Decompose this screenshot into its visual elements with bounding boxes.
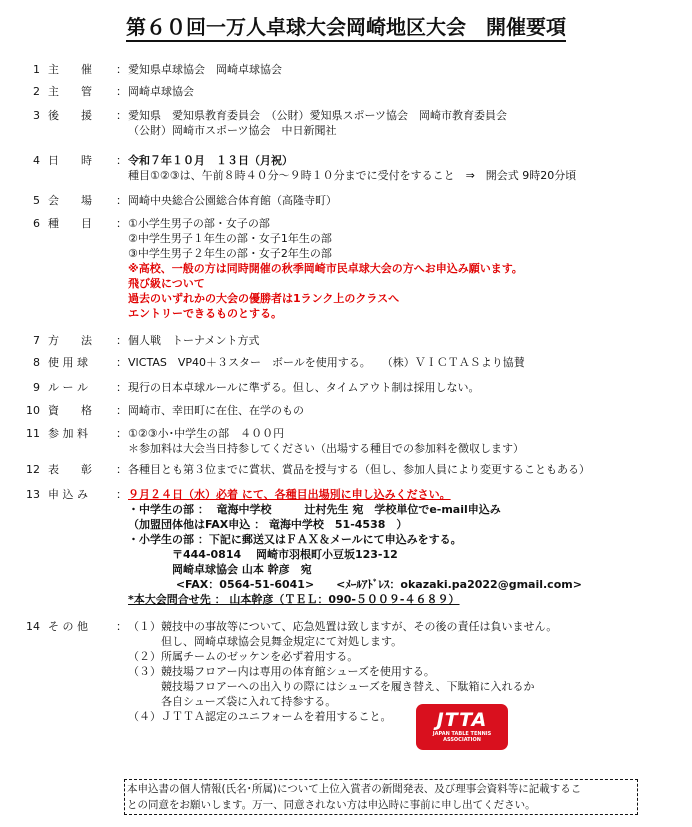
section-content <box>128 153 684 183</box>
section-line: 各自シューズ袋に入れて持参する。 <box>128 695 337 708</box>
section-line: （４）ＪＴＴＡ認定のユニフォームを着用すること。 <box>128 710 392 723</box>
section-label: 会 場 <box>48 194 92 207</box>
section-line: 但し、岡崎卓球協会見舞金規定にて対処します。 <box>128 635 403 648</box>
section-line: （３）競技場フロアー内は専用の体育館シューズを使用する。 <box>128 665 435 678</box>
section-line: ②中学生男子１年生の部・女子1年生の部 <box>128 232 332 245</box>
section-line: 現行の日本卓球ルールに準ずる。但し、タイムアウト制は採用しない。 <box>128 381 480 394</box>
jtta-logo: JTTA JAPAN TABLE TENNIS ASSOCIATION <box>416 704 508 750</box>
section-label: 申 込 み <box>48 488 88 501</box>
section-content <box>128 462 684 477</box>
section-content <box>128 108 684 138</box>
section-content <box>128 193 684 208</box>
section-colon: ： <box>116 194 127 207</box>
section-line: （公財）岡崎市スポーツ協会 中日新聞社 <box>128 124 337 137</box>
section-label: ル ー ル <box>48 381 88 394</box>
section-number: 13 <box>26 488 40 501</box>
section-label: 日 時 <box>48 154 92 167</box>
section-number: 7 <box>33 334 40 347</box>
section-number: 12 <box>26 463 40 476</box>
section-line: ①②③小･中学生の部 ４００円 <box>128 427 285 440</box>
section-line: 岡崎卓球協会 <box>128 85 194 98</box>
section-line: 各種目とも第３位までに賞状、賞品を授与する（但し、参加人員により変更することもある） <box>128 463 590 476</box>
section-colon: ： <box>116 488 127 501</box>
section-number: 3 <box>33 109 40 122</box>
section-number: 11 <box>26 427 40 440</box>
section-label: 主 催 <box>48 63 92 76</box>
section-colon: ： <box>116 154 127 167</box>
section-number: 10 <box>26 404 40 417</box>
section-line: 岡崎中央総合公園総合体育館（高隆寺町） <box>128 194 337 207</box>
section-red-line: エントリーできるものとする。 <box>128 307 282 320</box>
section-colon: ： <box>116 620 127 633</box>
section-label: 方 法 <box>48 334 92 347</box>
section-line: ＊参加料は大会当日持参してください（出場する種目での参加料を徴収します） <box>128 442 524 455</box>
section-colon: ： <box>116 334 127 347</box>
section-content <box>128 216 684 321</box>
section-number: 9 <box>33 381 40 394</box>
section-content <box>128 333 684 348</box>
section-number: 1 <box>33 63 40 76</box>
section-red-line: 過去のいずれかの大会の優勝者は1ランク上のクラスへ <box>128 292 400 305</box>
section-content <box>128 619 684 724</box>
section-red-line: ※高校、一般の方は同時開催の秋季岡崎市民卓球大会の方へお申込み願います。 <box>128 262 523 275</box>
section-label: 後 援 <box>48 109 92 122</box>
section-number: 6 <box>33 217 40 230</box>
section-colon: ： <box>116 427 127 440</box>
entry-line: <FAX：0564-51-6041> <ﾒｰﾙｱﾄﾞﾚｽ：okazaki.pa2022@gmail.com> <box>128 578 582 591</box>
section-number: 2 <box>33 85 40 98</box>
section-line: VICTAS VP40＋３スター ボールを使用する。 （株）ＶＩＣＴＡＳより協賛 <box>128 356 525 369</box>
section-colon: ： <box>116 356 127 369</box>
entry-line: ・小学生の部 ：下記に郵送又はＦＡＸ＆メールにて申込みをする。 <box>128 533 462 546</box>
section-line: 愛知県卓球協会 岡崎卓球協会 <box>128 63 282 76</box>
section-number: 5 <box>33 194 40 207</box>
entry-line: 〒444-0814 岡崎市羽根町小豆坂123-12 <box>128 548 398 561</box>
privacy-notice: 本申込書の個人情報(氏名･所属)について上位入賞者の新聞発表、及び理事会資料等に記載するこ との同意をお願いします。万一、同意されない方は申込時に事前に申し出てください。 <box>124 779 638 815</box>
section-number: 4 <box>33 154 40 167</box>
section-content <box>128 62 684 77</box>
section-content <box>128 380 684 395</box>
entry-line: ・中学生の部 ： 竜海中学校 辻村先生 宛 学校単位でe-mail申込み <box>128 503 501 516</box>
section-line: 愛知県 愛知県教育委員会 （公財）愛知県スポーツ協会 岡崎市教育委員会 <box>128 109 508 122</box>
section-line: 競技場フロアーへの出入りの際にはシューズを履き替え、下駄箱に入れるか <box>128 680 535 693</box>
section-line: 令和７年１０月 １３日（月祝） <box>128 154 293 167</box>
section-line: ①小学生男子の部・女子の部 <box>128 217 270 230</box>
page-title: 第６０回一万人卓球大会岡崎地区大会 開催要項 <box>0 14 692 40</box>
section-colon: ： <box>116 381 127 394</box>
section-line: 岡崎市、幸田町に在住、在学のもの <box>128 404 304 417</box>
section-line: ③中学生男子２年生の部・女子2年生の部 <box>128 247 332 260</box>
section-colon: ： <box>116 63 127 76</box>
section-label: 主 管 <box>48 85 92 98</box>
section-label: 表 彰 <box>48 463 92 476</box>
section-content <box>128 355 684 370</box>
section-colon: ： <box>116 85 127 98</box>
entry-deadline: ９月２４日（水）必着 にて、各種目出場別に申し込みください。 <box>128 488 451 501</box>
section-label: 参 加 料 <box>48 427 88 440</box>
section-content <box>128 403 684 418</box>
section-line: （２）所属チームのゼッケンを必ず着用する。 <box>128 650 359 663</box>
section-red-line: 飛び級について <box>128 277 205 290</box>
section-content <box>128 84 684 99</box>
section-content <box>128 487 684 607</box>
section-label: そ の 他 <box>48 620 88 633</box>
section-colon: ： <box>116 109 127 122</box>
section-label: 種 目 <box>48 217 92 230</box>
section-content <box>128 426 684 456</box>
contact-line: *本大会問合せ先 ： 山本幹彦（ＴＥＬ：090-５００９-４６８９） <box>128 593 460 606</box>
section-line: 種目①②③は、午前８時４０分～９時１０分までに受付をすること ⇒ 開会式 9時20分頃 <box>128 169 577 182</box>
section-number: 8 <box>33 356 40 369</box>
section-line: （１）競技中の事故等について、応急処置は致しますが、その後の責任は負いません。 <box>128 620 558 633</box>
section-number: 14 <box>26 620 40 633</box>
section-label: 資 格 <box>48 404 92 417</box>
entry-line: （加盟団体他はFAX申込 ： 竜海中学校 51-4538 ） <box>128 518 408 531</box>
section-colon: ： <box>116 463 127 476</box>
section-colon: ： <box>116 404 127 417</box>
entry-line: 岡崎卓球協会 山本 幹彦 宛 <box>128 563 312 576</box>
section-colon: ： <box>116 217 127 230</box>
section-line: 個人戦 トーナメント方式 <box>128 334 260 347</box>
section-label: 使 用 球 <box>48 356 88 369</box>
